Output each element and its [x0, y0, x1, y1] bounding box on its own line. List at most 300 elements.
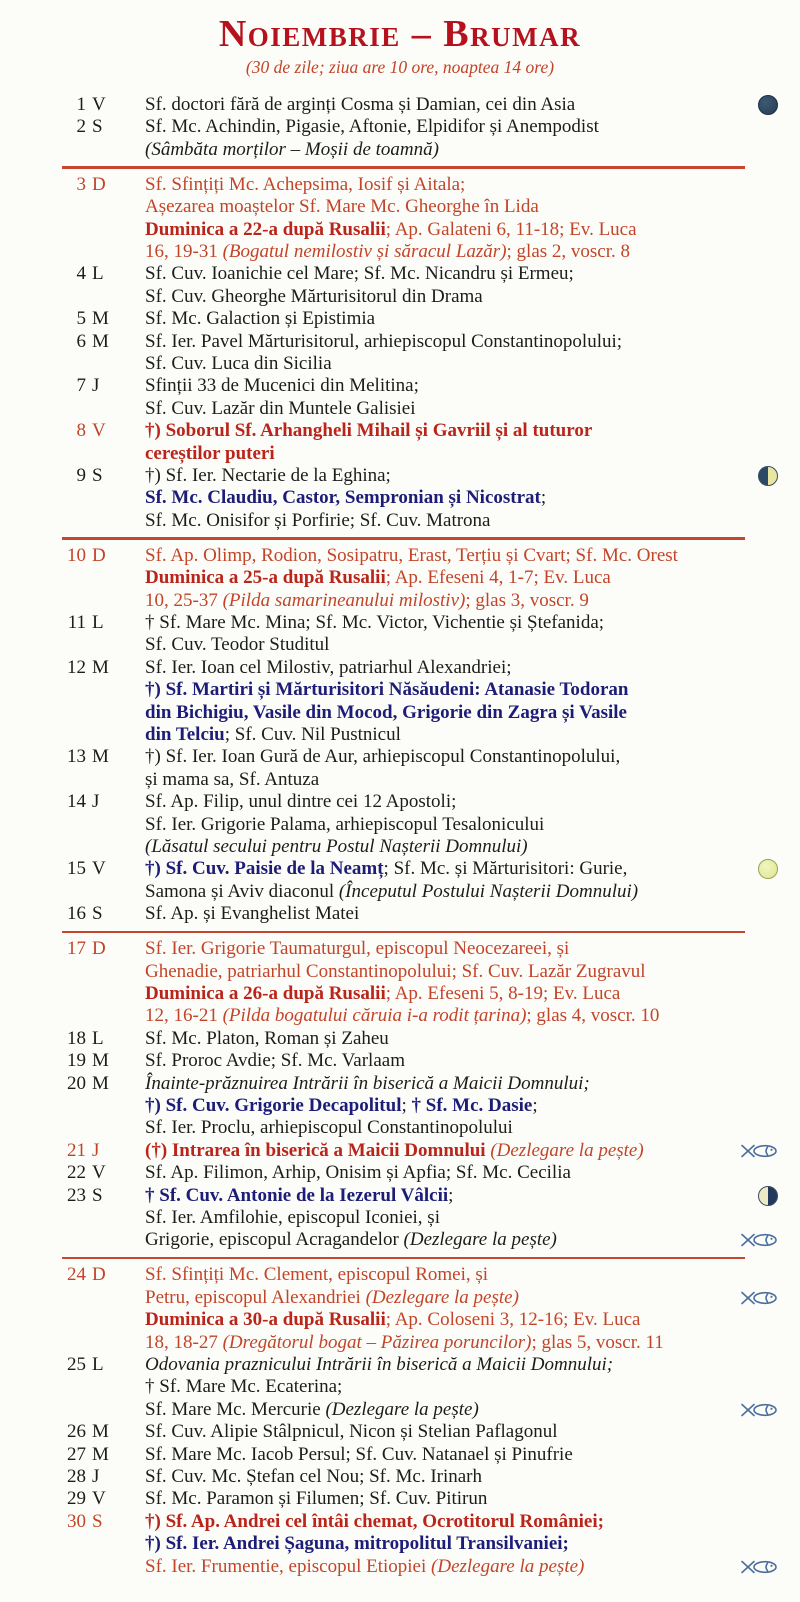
day-weekday-letter: V: [92, 94, 106, 115]
day-line: [145, 836, 745, 858]
day-line: [145, 769, 745, 791]
day-number: 28: [67, 1465, 86, 1487]
text-segment: ; glas 2, voscr. 8: [506, 240, 631, 262]
day-row: [0, 116, 800, 161]
day-row: [0, 465, 800, 532]
text-segment: (Bogatul nemilostiv și săracul Lazăr): [222, 240, 507, 262]
day-line: [145, 1421, 745, 1443]
day-number: 8: [76, 420, 86, 442]
day-line: [145, 1376, 745, 1398]
day-line: [145, 746, 745, 768]
sunday-week-separator: [62, 931, 745, 934]
day-weekday-letter: M: [92, 1421, 109, 1443]
day-content: [145, 420, 745, 465]
text-segment: și mama sa, Sf. Antuza: [145, 768, 320, 790]
day-row: [0, 1421, 800, 1443]
day-line: [145, 1354, 745, 1376]
day-line: [145, 545, 745, 567]
text-segment: Sf. Cuv. Gheorghe Mărturisitorul din Drama: [145, 285, 483, 307]
day-label: [62, 308, 145, 330]
text-segment: ;: [401, 1094, 412, 1116]
day-number: 17: [67, 938, 86, 960]
text-segment: Sf. Mare Mc. Iacob Persul; Sf. Cuv. Natanael și Pinufrie: [145, 1443, 573, 1465]
day-label: [62, 331, 145, 376]
day-line: [145, 241, 745, 263]
day-row: [0, 1354, 800, 1421]
day-line: [145, 961, 745, 983]
text-segment: †) Sf. Martiri și Mărturisitori Năsăudeni: Atanasie Todoran: [145, 679, 629, 701]
text-segment: Așezarea moaștelor Sf. Mare Mc. Gheorghe în Lida: [145, 196, 539, 218]
day-line: [145, 1162, 745, 1184]
day-weekday-letter: S: [92, 1510, 103, 1532]
day-line: [145, 139, 745, 161]
day-row: [0, 263, 800, 308]
day-line: [145, 1140, 745, 1162]
day-line: [145, 1073, 745, 1095]
day-weekday-letter: S: [92, 903, 103, 925]
text-segment: Înainte-prăznuirea Intrării în biserică a Maicii Domnului;: [145, 1072, 590, 1094]
text-segment: (Dregătorul bogat – Păzirea poruncilor): [222, 1331, 532, 1353]
day-row: [0, 545, 800, 612]
text-segment: Grigorie, episcopul Acragandelor: [145, 1229, 404, 1251]
day-content: [145, 1421, 745, 1443]
day-content: [145, 375, 745, 420]
day-number: 10: [67, 544, 86, 566]
day-line: [145, 1511, 745, 1533]
text-segment: Sf. Ier. Grigorie Taumaturgul, episcopul Neocezareei, și: [145, 938, 570, 960]
day-line: [145, 94, 745, 116]
day-row: [0, 938, 800, 1028]
day-content: [145, 174, 745, 264]
sunday-week-separator: [62, 1257, 745, 1260]
text-segment: Sf. Ier. Ioan cel Milostiv, patriarhul Alexandriei;: [145, 656, 512, 678]
day-row: [0, 791, 800, 858]
day-row: [0, 1028, 800, 1050]
text-segment: Sf. Ier. Grigorie Palama, arhiepiscopul Tesalonicului: [145, 813, 545, 835]
text-segment: Sf. Mc. Onisifor și Porfirie; Sf. Cuv. Matrona: [145, 509, 491, 531]
text-segment: †) Soborul Sf. Arhangheli Mihail și Gavriil și al tuturor: [145, 420, 593, 442]
text-segment: Sf. Ap. Filimon, Arhip, Onisim și Apfia; Sf. Mc. Cecilia: [145, 1162, 571, 1184]
day-line: [145, 174, 745, 196]
day-number: 9: [76, 465, 86, 486]
day-line: [145, 286, 745, 308]
day-row: [0, 1140, 800, 1162]
day-content: [145, 791, 745, 858]
day-line: [145, 420, 745, 442]
text-segment: cereștilor puteri: [145, 442, 275, 464]
day-weekday-letter: S: [92, 465, 103, 486]
day-label: [62, 612, 145, 657]
day-label: [62, 465, 145, 532]
day-label: [62, 1264, 145, 1354]
text-segment: ; Ap. Coloseni 3, 12-16; Ev. Luca: [385, 1309, 641, 1331]
text-segment: Sf. Mc. Platon, Roman și Zaheu: [145, 1027, 389, 1049]
text-segment: din Bichigiu, Vasile din Mocod, Grigorie din Zagra și Vasile: [145, 701, 627, 723]
day-label: [62, 1466, 145, 1488]
text-segment: Sf. Cuv. Luca din Sicilia: [145, 352, 332, 374]
day-weekday-letter: D: [92, 938, 106, 960]
text-segment: ; Sf. Mc. și Mărturisitori: Gurie,: [383, 858, 628, 880]
day-number: 13: [67, 746, 86, 768]
month-title: Noiembrie – Brumar: [218, 13, 582, 55]
day-weekday-letter: M: [92, 308, 109, 330]
day-content: [145, 1162, 745, 1184]
text-segment: Sf. Sfințiți Mc. Achepsima, Iosif și Aitala;: [145, 173, 466, 195]
calendar-days: [0, 94, 800, 1578]
day-content: [145, 1354, 745, 1421]
day-row: [0, 1050, 800, 1072]
text-segment: ; glas 3, voscr. 9: [465, 589, 589, 611]
day-number: 4: [76, 263, 86, 285]
day-label: [62, 545, 145, 612]
day-number: 5: [76, 308, 86, 330]
day-line: [145, 375, 745, 397]
text-segment: Sfinții 33 de Mucenici din Melitina;: [145, 375, 419, 397]
text-segment: ; glas 5, voscr. 11: [531, 1331, 664, 1353]
day-line: [145, 1264, 745, 1286]
day-row: [0, 1162, 800, 1184]
day-row: [0, 1185, 800, 1252]
day-row: [0, 1466, 800, 1488]
day-label: [62, 657, 145, 747]
day-row: [0, 174, 800, 264]
day-line: [145, 510, 745, 532]
text-segment: † Sf. Mare Mc. Mina; Sf. Mc. Victor, Vichentie și Ștefanida;: [145, 611, 605, 633]
day-label: [62, 1511, 145, 1578]
day-line: [145, 567, 745, 589]
day-weekday-letter: J: [92, 375, 100, 397]
day-content: [145, 1264, 745, 1354]
day-number: 22: [67, 1162, 86, 1184]
text-segment: †) Sf. Ier. Nectarie de la Eghina;: [145, 465, 391, 486]
day-content: [145, 903, 745, 925]
text-segment: din Telciu: [145, 723, 225, 745]
day-content: [145, 1511, 745, 1578]
day-weekday-letter: D: [92, 1264, 106, 1286]
text-segment: Sf. Mare Mc. Mercurie: [145, 1398, 326, 1420]
day-content: [145, 858, 745, 903]
day-label: [62, 375, 145, 420]
day-line: [145, 612, 745, 634]
text-segment: Sf. Ap. Filip, unul dintre cei 12 Apostoli;: [145, 791, 457, 813]
day-line: [145, 858, 745, 880]
day-weekday-letter: M: [92, 330, 109, 352]
day-label: [62, 174, 145, 264]
day-weekday-letter: J: [92, 1139, 100, 1161]
day-line: [145, 1399, 745, 1421]
text-segment: (Dezlegare la pește): [431, 1555, 585, 1577]
text-segment: †) Sf. Ier. Ioan Gură de Aur, arhiepiscopul Constantinopolului,: [145, 746, 621, 768]
text-segment: Sf. Cuv. Teodor Studitul: [145, 634, 330, 656]
text-segment: Sf. Cuv. Alipie Stâlpnicul, Nicon și Stelian Paflagonul: [145, 1421, 558, 1443]
text-segment: Sf. Mc. Paramon și Filumen; Sf. Cuv. Pitirun: [145, 1488, 488, 1510]
fish-icon: [740, 1232, 780, 1248]
day-content: [145, 1466, 745, 1488]
day-line: [145, 465, 745, 487]
day-weekday-letter: L: [92, 611, 104, 633]
day-line: [145, 1229, 745, 1251]
day-content: [145, 465, 745, 532]
day-content: [145, 1185, 745, 1252]
day-line: [145, 814, 745, 836]
text-segment: (Dezlegare la pește): [403, 1229, 557, 1251]
text-segment: Sf. Ap. Olimp, Rodion, Sosipatru, Erast, Terțiu și Cvart; Sf. Mc. Orest: [145, 544, 678, 566]
day-weekday-letter: M: [92, 1050, 109, 1072]
text-segment: †) Sf. Cuv. Grigorie Decapolitul: [145, 1094, 402, 1116]
day-row: [0, 331, 800, 376]
text-segment: Samona și Aviv diaconul: [145, 880, 339, 902]
day-label: [62, 746, 145, 791]
day-weekday-letter: L: [92, 1353, 104, 1375]
day-line: [145, 1287, 745, 1309]
day-number: 14: [67, 791, 86, 813]
day-content: [145, 612, 745, 657]
day-content: [145, 545, 745, 612]
day-number: 2: [76, 116, 86, 138]
day-content: [145, 116, 745, 161]
day-row: [0, 657, 800, 747]
day-line: [145, 196, 745, 218]
day-line: [145, 1332, 745, 1354]
day-line: [145, 398, 745, 420]
day-row: [0, 1444, 800, 1466]
fish-icon: [740, 1559, 780, 1575]
day-weekday-letter: M: [92, 1443, 109, 1465]
day-number: 21: [67, 1139, 86, 1161]
day-line: [145, 1050, 745, 1072]
day-line: [145, 1095, 745, 1117]
text-segment: Sf. Mc. Achindin, Pigasie, Aftonie, Elpidifor și Anempodist: [145, 116, 599, 138]
text-segment: ;: [540, 487, 547, 509]
day-line: [145, 702, 745, 724]
day-label: [62, 1050, 145, 1072]
text-segment: ; glas 4, voscr. 10: [526, 1005, 660, 1027]
day-line: [145, 903, 745, 925]
text-segment: Sf. Cuv. Lazăr din Muntele Galisiei: [145, 397, 416, 419]
day-weekday-letter: S: [92, 1184, 103, 1206]
text-segment: 10, 25-37: [145, 589, 223, 611]
text-segment: ;: [448, 1184, 454, 1206]
text-segment: Ghenadie, patriarhul Constantinopolului; Sf. Cuv. Lazăr Zugravul: [145, 960, 646, 982]
day-label: [62, 858, 145, 903]
day-line: [145, 1488, 745, 1510]
text-segment: Sf. Ap. și Evanghelist Matei: [145, 903, 360, 925]
day-label: [62, 1140, 145, 1162]
day-row: [0, 612, 800, 657]
day-line: [145, 1207, 745, 1229]
day-weekday-letter: S: [92, 116, 103, 138]
text-segment: 12, 16-21: [145, 1005, 223, 1027]
text-segment: Odovania praznicului Intrării în biserică a Maicii Domnului;: [145, 1353, 614, 1375]
day-number: 30: [67, 1510, 86, 1532]
day-number: 18: [67, 1027, 86, 1049]
text-segment: Sf. Sfințiți Mc. Clement, episcopul Romei, și: [145, 1264, 489, 1286]
day-weekday-letter: M: [92, 1072, 109, 1094]
day-content: [145, 938, 745, 1028]
day-label: [62, 903, 145, 925]
day-line: [145, 116, 745, 138]
day-row: [0, 308, 800, 330]
text-segment: † Sf. Mc. Dasie: [411, 1094, 533, 1116]
day-label: [62, 1444, 145, 1466]
day-line: [145, 1444, 745, 1466]
day-number: 27: [67, 1443, 86, 1465]
text-segment: (Pilda bogatului căruia i-a rodit țarina): [222, 1005, 527, 1027]
first-quarter-moon-icon: [758, 466, 778, 486]
text-segment: (Sâmbăta morților – Moșii de toamnă): [145, 138, 439, 160]
day-weekday-letter: M: [92, 746, 109, 768]
day-number: 7: [76, 375, 86, 397]
day-weekday-letter: J: [92, 791, 100, 813]
day-label: [62, 791, 145, 858]
day-weekday-letter: V: [92, 1162, 106, 1184]
day-number: 3: [76, 173, 86, 195]
day-label: [62, 1162, 145, 1184]
text-segment: Duminica a 30-a după Rusalii: [145, 1309, 386, 1331]
sunday-week-separator: [62, 537, 745, 540]
day-line: [145, 1533, 745, 1555]
day-line: [145, 1117, 745, 1139]
text-segment: Duminica a 25-a după Rusalii: [145, 567, 386, 589]
day-row: [0, 858, 800, 903]
text-segment: Sf. Ier. Frumentie, episcopul Etiopiei: [145, 1555, 432, 1577]
day-line: [145, 487, 745, 509]
day-number: 6: [76, 330, 86, 352]
text-segment: (Dezlegare la pește): [365, 1286, 519, 1308]
text-segment: †) Sf. Ap. Andrei cel întâi chemat, Ocrotitorul României;: [145, 1510, 604, 1532]
text-segment: (Începutul Postului Nașterii Domnului): [338, 880, 639, 902]
text-segment: ; Ap. Efeseni 4, 1-7; Ev. Luca: [385, 567, 611, 589]
day-line: [145, 1185, 745, 1207]
text-segment: (Lăsatul secului pentru Postul Nașterii Domnului): [145, 836, 528, 857]
day-number: 1: [76, 94, 86, 115]
fish-icon: [740, 1290, 780, 1306]
day-line: [145, 881, 745, 903]
day-number: 29: [67, 1488, 86, 1510]
text-segment: Duminica a 22-a după Rusalii: [145, 218, 386, 240]
day-content: [145, 746, 745, 791]
day-row: [0, 1488, 800, 1510]
text-segment: ; Ap. Galateni 6, 11-18; Ev. Luca: [385, 218, 637, 240]
text-segment: †) Sf. Cuv. Paisie de la Neamț: [145, 858, 384, 880]
text-segment: 18, 18-27: [145, 1331, 223, 1353]
day-label: [62, 938, 145, 1028]
day-content: [145, 1028, 745, 1050]
day-row: [0, 94, 800, 116]
text-segment: (Dezlegare la pește): [490, 1139, 644, 1161]
day-line: [145, 724, 745, 746]
day-line: [145, 634, 745, 656]
new-moon-icon: [758, 95, 778, 115]
day-line: [145, 679, 745, 701]
day-label: [62, 1073, 145, 1140]
day-weekday-letter: V: [92, 858, 106, 880]
day-line: [145, 353, 745, 375]
month-subtitle: (30 de zile; ziua are 10 ore, noaptea 14 ore): [245, 57, 555, 77]
day-label: [62, 94, 145, 116]
day-line: [145, 1005, 745, 1027]
day-line: [145, 331, 745, 353]
day-content: [145, 1050, 745, 1072]
text-segment: 16, 19-31: [145, 240, 223, 262]
day-weekday-letter: D: [92, 544, 106, 566]
day-line: [145, 308, 745, 330]
text-segment: Sf. doctori fără de arginți Cosma și Damian, cei din Asia: [145, 94, 576, 115]
day-label: [62, 420, 145, 465]
text-segment: (Dezlegare la pește): [325, 1398, 479, 1420]
text-segment: Sf. Proroc Avdie; Sf. Mc. Varlaam: [145, 1050, 405, 1072]
day-row: [0, 1264, 800, 1354]
text-segment: ;: [532, 1094, 538, 1116]
day-line: [145, 983, 745, 1005]
day-line: [145, 1556, 745, 1578]
last-quarter-moon-icon: [758, 1186, 778, 1206]
day-label: [62, 1354, 145, 1421]
text-segment: †) Sf. Ier. Andrei Șaguna, mitropolitul Transilvaniei;: [145, 1533, 569, 1555]
day-weekday-letter: J: [92, 1465, 100, 1487]
text-segment: (†) Intrarea în biserică a Maicii Domnului: [145, 1139, 491, 1161]
day-row: [0, 420, 800, 465]
day-content: [145, 308, 745, 330]
day-line: [145, 1028, 745, 1050]
day-content: [145, 1444, 745, 1466]
day-number: 19: [67, 1050, 86, 1072]
day-line: [145, 590, 745, 612]
sunday-week-separator: [62, 166, 745, 169]
text-segment: Sf. Ier. Amfilohie, episcopul Iconiei, și: [145, 1207, 440, 1228]
day-weekday-letter: V: [92, 420, 106, 442]
day-content: [145, 657, 745, 747]
day-number: 24: [67, 1264, 86, 1286]
text-segment: (Pilda samarineanului milostiv): [222, 589, 466, 611]
day-line: [145, 219, 745, 241]
text-segment: ; Sf. Cuv. Nil Pustnicul: [224, 723, 401, 745]
day-content: [145, 1140, 745, 1162]
text-segment: Sf. Cuv. Ioanichie cel Mare; Sf. Mc. Nicandru și Ermeu;: [145, 263, 574, 285]
day-content: [145, 331, 745, 376]
text-segment: Sf. Ier. Proclu, arhiepiscopul Constantinopolului: [145, 1117, 513, 1139]
day-line: [145, 1309, 745, 1331]
day-row: [0, 1511, 800, 1578]
text-segment: Petru, episcopul Alexandriei: [145, 1286, 366, 1308]
day-number: 20: [67, 1072, 86, 1094]
day-number: 25: [67, 1353, 86, 1375]
day-content: [145, 1488, 745, 1510]
fish-icon: [740, 1402, 780, 1418]
day-row: [0, 1073, 800, 1140]
day-label: [62, 1028, 145, 1050]
day-weekday-letter: D: [92, 173, 106, 195]
text-segment: Sf. Mc. Claudiu, Castor, Sempronian și Nicostrat: [145, 487, 541, 509]
text-segment: Sf. Ier. Pavel Mărturisitorul, arhiepiscopul Constantinopolului;: [145, 330, 623, 352]
day-content: [145, 1073, 745, 1140]
day-label: [62, 116, 145, 161]
text-segment: Sf. Mc. Galaction și Epistimia: [145, 308, 376, 330]
day-weekday-letter: L: [92, 263, 104, 285]
day-number: 26: [67, 1421, 86, 1443]
day-number: 16: [67, 903, 86, 925]
day-line: [145, 938, 745, 960]
day-line: [145, 791, 745, 813]
full-moon-icon: [758, 859, 778, 879]
day-line: [145, 263, 745, 285]
text-segment: ; Ap. Efeseni 5, 8-19; Ev. Luca: [385, 982, 621, 1004]
day-label: [62, 1488, 145, 1510]
day-label: [62, 1421, 145, 1443]
day-weekday-letter: M: [92, 656, 109, 678]
day-weekday-letter: V: [92, 1488, 106, 1510]
day-row: [0, 375, 800, 420]
